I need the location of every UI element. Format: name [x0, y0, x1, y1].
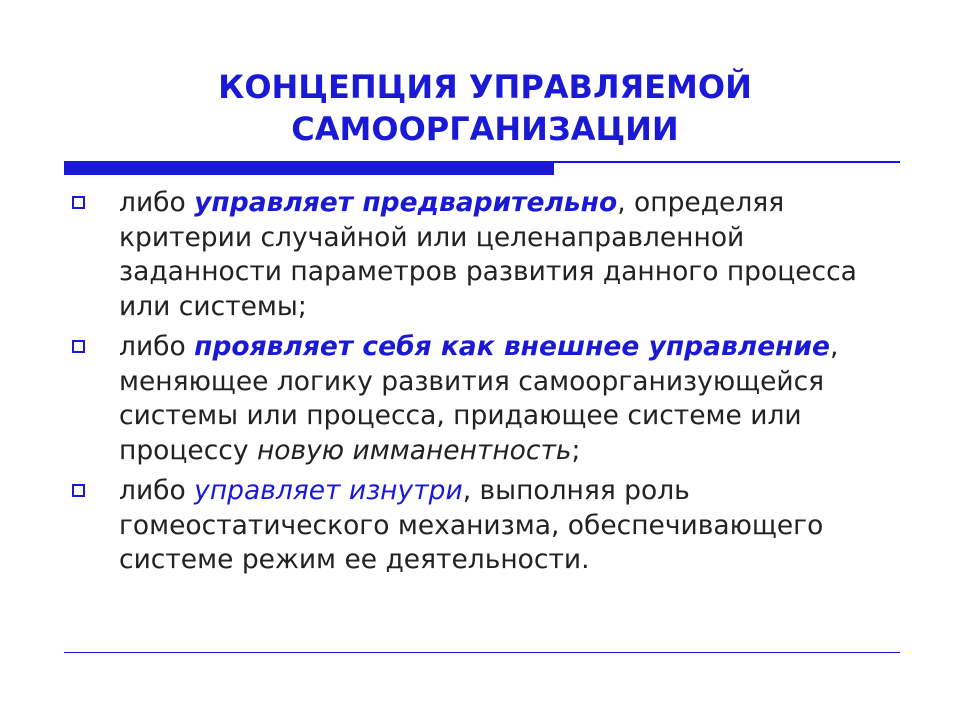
bullet-list [64, 186, 884, 584]
bullet-emphasis: проявляет себя как внешнее управление [194, 331, 831, 362]
bullet-emphasis: управляет изнутри [194, 475, 463, 506]
bullet-text: , меняющее логику развития самоорганизующейся системы или процесса, придающее системе или процессу [119, 331, 839, 466]
bullet-italic: новую имманентность [256, 434, 572, 466]
bullet-text: , определяя критерии случайной или целенаправленной заданности параметров развития данного процесса или системы; [119, 187, 857, 322]
list-item [64, 474, 884, 578]
title-line-1: КОНЦЕПЦИЯ УПРАВЛЯЕМОЙ [218, 68, 752, 106]
hollow-square-bullet-icon [72, 340, 85, 353]
bullet-lead: либо [119, 331, 195, 362]
bottom-divider [64, 652, 900, 653]
title-underline-thick [64, 163, 554, 175]
hollow-square-bullet-icon [72, 484, 85, 497]
slide-title [60, 66, 910, 150]
bullet-text-end: ; [571, 434, 581, 466]
list-item [64, 330, 884, 468]
bullet-lead: либо [119, 475, 195, 506]
bullet-lead: либо [119, 187, 195, 218]
bullet-emphasis: управляет предварительно [194, 187, 618, 218]
list-item [64, 186, 884, 324]
title-line-2: САМООРГАНИЗАЦИИ [291, 110, 679, 148]
bullet-text: , выполняя роль гомеостатического механизма, обеспечивающего системе режим ее деятельности. [119, 475, 824, 575]
hollow-square-bullet-icon [72, 196, 85, 209]
